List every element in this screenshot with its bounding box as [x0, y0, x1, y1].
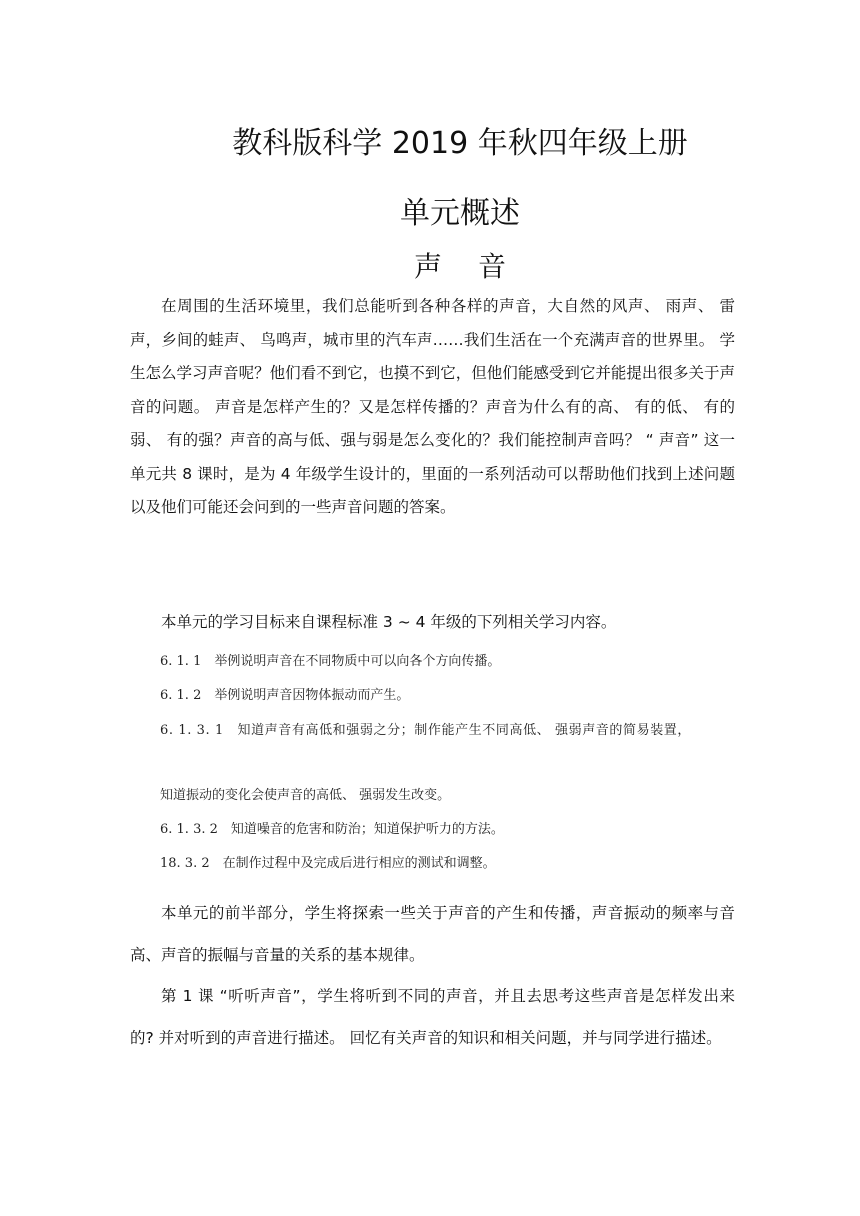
- goals-intro-paragraph: 本单元的学习目标来自课程标准 3 ~ 4 年级的下列相关学习内容。: [161, 613, 617, 631]
- intro-paragraph: 在周围的生活环境里，我们总能听到各种各样的声音，大自然的风声、 雨声、 雷声，乡间的蛙声、 鸟鸣声，城市里的汽车声……我们生活在一个充满声音的世界里。 学生怎么学习声音呢？他们看不到它，也摸不到它，但他们能感受到它并能提出很多关于声音的问题。 声音是怎样产生的？又是怎样传播的？声音为什么有的高、 有的低、 有的弱、 有的强？声音的高与低、强与弱是怎么变化的？我们能控制声音吗？ “ 声音” 这一单元共 8 课时，是为 4 年级学生设计的，里面的一系列活动可以帮助他们找到上述问题以及他们可能还会问到的一些声音问题的答案。: [130, 297, 735, 516]
- unit-heading: 声音: [413, 250, 542, 283]
- standard-item: 6. 1. 2 举例说明声音因物体振动而产生。: [160, 688, 410, 703]
- document-title: 教科版科学 2019 年秋四年级上册: [232, 126, 688, 161]
- standard-item: 6. 1. 3. 1 知道声音有高低和强弱之分；制作能产生不同高低、 强弱声音的简易装置，: [160, 723, 692, 738]
- standard-item: 18. 3. 2 在制作过程中及完成后进行相应的测试和调整。: [160, 856, 496, 871]
- document-subtitle: 单元概述: [400, 196, 520, 231]
- standard-item-continuation: 知道振动的变化会使声音的高低、 强弱发生改变。: [160, 788, 451, 803]
- lesson-1-paragraph: 第 1 课 “听听声音”，学生将听到不同的声音，并且去思考这些声音是怎样发出来的? 并对听到的声音进行描述。 回忆有关声音的知识和相关问题，并与同学进行描述。: [130, 987, 735, 1047]
- first-half-paragraph: 本单元的前半部分，学生将探索一些关于声音的产生和传播，声音振动的频率与音高、声音的振幅与音量的关系的基本规律。: [130, 904, 735, 964]
- standard-item: 6. 1. 1 举例说明声音在不同物质中可以向各个方向传播。: [160, 654, 501, 669]
- standard-item: 6. 1. 3. 2 知道噪音的危害和防治；知道保护听力的方法。: [160, 822, 504, 837]
